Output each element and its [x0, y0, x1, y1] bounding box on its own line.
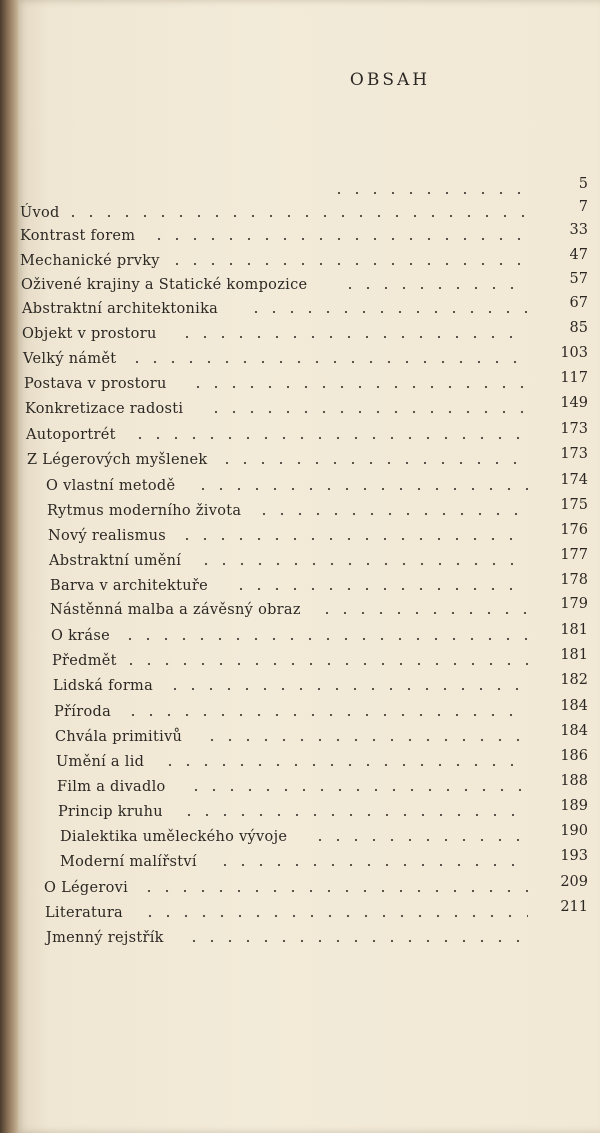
- toc-entry: [0, 370, 600, 400]
- dot-leader: [124, 713, 528, 717]
- toc-entry-page-number: 181: [560, 647, 588, 663]
- toc-entry: [0, 647, 600, 677]
- toc-entry: [0, 320, 600, 350]
- toc-entry: [0, 421, 600, 451]
- toc-entry-title: Literatura: [45, 905, 123, 921]
- toc-entry-title: Lidská forma: [53, 678, 154, 694]
- toc-entry: [0, 522, 600, 552]
- toc-entry-page-number: 186: [560, 748, 588, 764]
- toc-entry-title: Moderní malířství: [60, 854, 197, 870]
- toc-entry: [0, 472, 600, 502]
- toc-entry: [0, 446, 600, 476]
- dot-leader: [197, 562, 528, 566]
- dot-leader: [194, 487, 528, 491]
- toc-entry: [0, 395, 600, 425]
- toc-entry-title: Dialektika uměleckého vývoje: [60, 829, 288, 845]
- toc-entry: [0, 930, 600, 954]
- toc-entry: [0, 874, 600, 904]
- toc-entry: [0, 176, 600, 206]
- toc-entry-page-number: 184: [560, 723, 588, 739]
- toc-entry-page-number: 189: [560, 798, 588, 814]
- dot-leader: [189, 385, 528, 389]
- toc-entry-title: O kráse: [51, 628, 110, 644]
- toc-entry-page-number: 209: [560, 874, 588, 890]
- dot-leader: [178, 537, 528, 541]
- toc-entry-title: Konkretizace radosti: [25, 401, 184, 417]
- toc-entry-page-number: 85: [569, 320, 588, 336]
- toc-entry-title: Jmenný rejstřík: [46, 930, 164, 946]
- dot-leader: [150, 237, 528, 241]
- toc-entry-title: O vlastní metodě: [46, 478, 176, 494]
- toc-entry-page-number: 173: [560, 421, 588, 437]
- dot-leader: [203, 738, 528, 742]
- toc-entry-page-number: 174: [560, 472, 588, 488]
- toc-entry: [0, 823, 600, 853]
- toc-entry-page-number: 193: [560, 848, 588, 864]
- dot-leader: [311, 838, 528, 842]
- dot-leader: [168, 262, 528, 266]
- toc-entry-page-number: 179: [560, 596, 588, 612]
- toc-entry-page-number: 33: [569, 222, 588, 238]
- toc-entry: [0, 247, 600, 277]
- toc-entry-page-number: 177: [560, 547, 588, 563]
- toc-entry-title: Nový realismus: [48, 528, 167, 544]
- toc-entry: [0, 572, 600, 602]
- toc-heading: OBSAH: [349, 70, 431, 90]
- dot-leader: [318, 611, 528, 615]
- toc-entry-page-number: 182: [560, 672, 588, 688]
- toc-entry-title: Princip kruhu: [58, 804, 163, 820]
- toc-entry-page-number: 5: [578, 176, 588, 192]
- toc-entry-title: Z Légerových myšlenek: [27, 452, 208, 468]
- toc-entry-page-number: 7: [578, 199, 588, 215]
- toc-entry: [0, 596, 600, 626]
- toc-entry: [0, 222, 600, 252]
- dot-leader: [178, 335, 528, 339]
- toc-entry-page-number: 175: [560, 497, 588, 513]
- toc-entry-title: Mechanické prvky: [20, 253, 160, 269]
- dot-leader: [330, 191, 528, 195]
- dot-leader: [121, 637, 528, 641]
- toc-entry-page-number: 117: [560, 370, 588, 386]
- toc-entry-title: Umění a lid: [56, 754, 145, 770]
- toc-entry: [0, 698, 600, 728]
- toc-entry-title: Film a divadlo: [57, 779, 166, 795]
- dot-leader: [180, 813, 528, 817]
- toc-entry-page-number: 67: [569, 295, 588, 311]
- toc-entry: [0, 199, 600, 229]
- toc-entry-title: Příroda: [54, 704, 112, 720]
- toc-entry: [0, 798, 600, 828]
- toc-entry-page-number: 181: [560, 622, 588, 638]
- dot-leader: [187, 788, 528, 792]
- toc-entry-page-number: 149: [560, 395, 588, 411]
- dot-leader: [218, 461, 528, 465]
- dot-leader: [247, 310, 528, 314]
- toc-entry: [0, 271, 600, 301]
- toc-entry: [0, 723, 600, 753]
- dot-leader: [131, 436, 528, 440]
- dot-leader: [207, 410, 528, 414]
- toc-entry-title: Objekt v prostoru: [22, 326, 157, 342]
- dot-leader: [140, 889, 528, 893]
- dot-leader: [216, 863, 528, 867]
- dot-leader: [141, 914, 528, 918]
- dot-leader: [232, 587, 528, 591]
- toc-entry: [0, 773, 600, 803]
- toc-entry-title: Rytmus moderního života: [47, 503, 242, 519]
- dot-leader: [122, 662, 528, 666]
- toc-entry: [0, 345, 600, 375]
- toc-entry-page-number: 188: [560, 773, 588, 789]
- toc-entry-page-number: 211: [560, 899, 588, 915]
- toc-entry-title: Postava v prostoru: [24, 376, 167, 392]
- toc-entry-page-number: 184: [560, 698, 588, 714]
- toc-entry-page-number: 57: [569, 271, 588, 287]
- dot-leader: [128, 360, 528, 364]
- toc-entry: [0, 899, 600, 929]
- toc-entry-page-number: 173: [560, 446, 588, 462]
- dot-leader: [341, 286, 528, 290]
- toc-entry-title: Abstraktní architektonika: [22, 301, 219, 317]
- toc-entry-title: Oživené krajiny a Statické kompozice: [21, 277, 308, 293]
- toc-entry-page-number: 176: [560, 522, 588, 538]
- toc-entry: [0, 748, 600, 778]
- toc-entry-title: Chvála primitivů: [55, 729, 183, 745]
- dot-leader: [64, 214, 528, 218]
- toc-entry-page-number: 190: [560, 823, 588, 839]
- toc-entry-page-number: 47: [569, 247, 588, 263]
- toc-entry: [0, 848, 600, 878]
- toc-entry-page-number: 103: [560, 345, 588, 361]
- toc-entry: [0, 622, 600, 652]
- toc-entry-title: Předmět: [52, 653, 117, 669]
- toc-entry-title: Barva v architektuře: [50, 578, 209, 594]
- toc-entry-title: Kontrast forem: [20, 228, 136, 244]
- toc-entry-title: Velký námět: [23, 351, 117, 367]
- toc-entry-page-number: 178: [560, 572, 588, 588]
- dot-leader: [166, 687, 528, 691]
- toc-entry: [0, 547, 600, 577]
- dot-leader: [185, 939, 528, 943]
- toc-entry-title: Nástěnná malba a závěsný obraz: [50, 602, 301, 618]
- toc-entry: [0, 295, 600, 325]
- toc-entry-title: O Légerovi: [44, 880, 129, 896]
- toc-entry-title: Autoportrét: [26, 427, 116, 443]
- dot-leader: [255, 512, 528, 516]
- toc-entry-title: Abstraktní umění: [49, 553, 182, 569]
- toc-entry-title: Úvod: [20, 205, 60, 221]
- toc-entry: [0, 497, 600, 527]
- dot-leader: [161, 763, 528, 767]
- toc-entry: [0, 672, 600, 702]
